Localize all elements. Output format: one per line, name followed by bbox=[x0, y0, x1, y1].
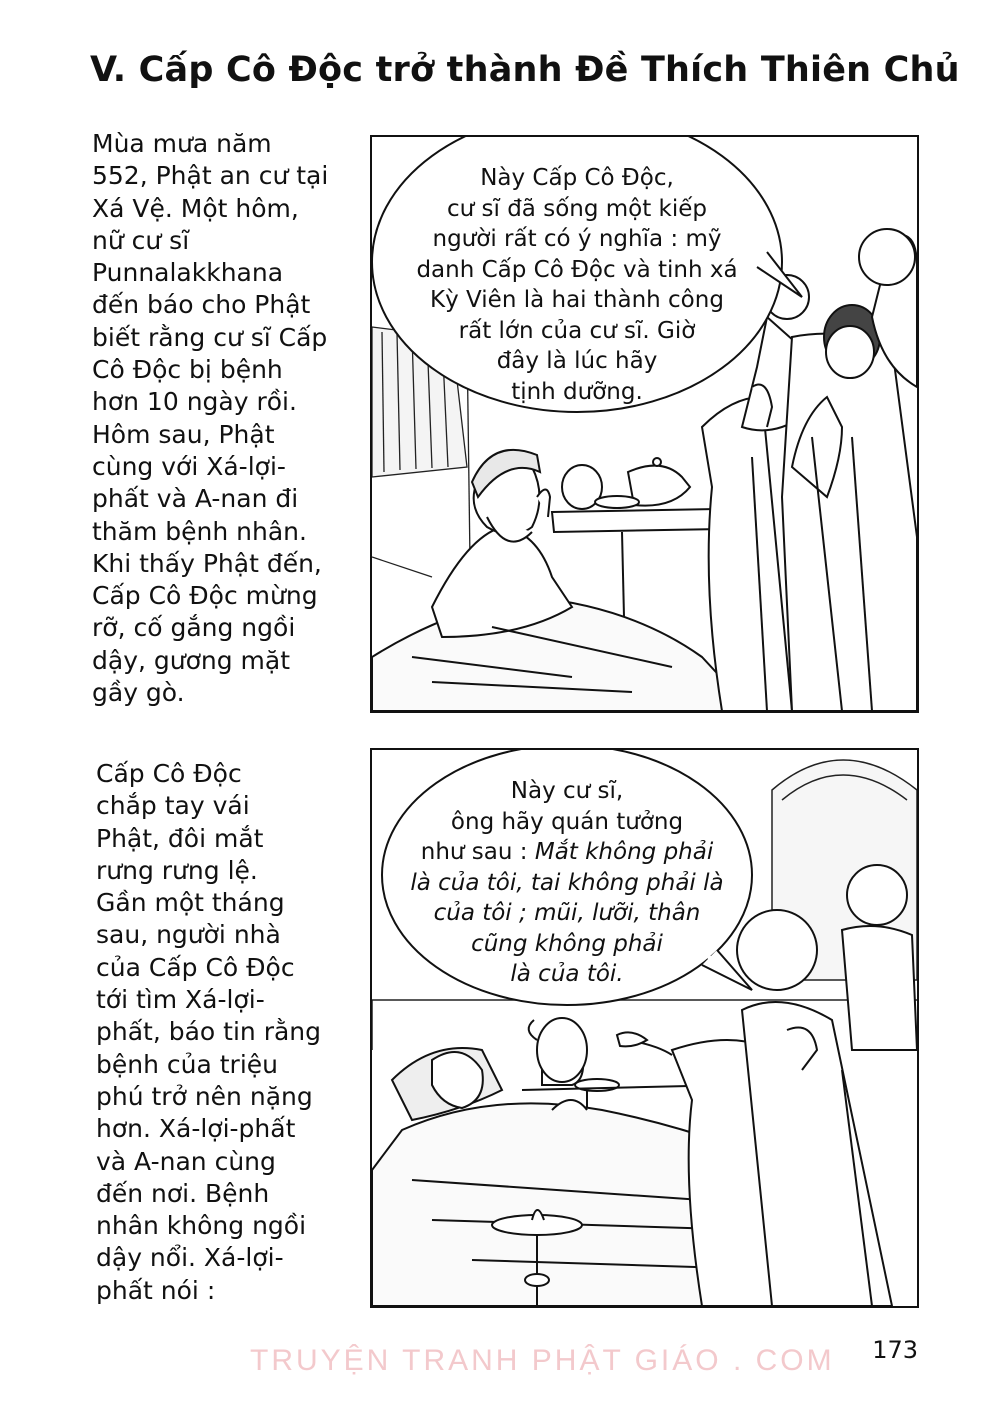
narration-line: dậy nổi. Xá-lợi- bbox=[96, 1243, 284, 1273]
narration-line: nữ cư sĩ bbox=[92, 225, 190, 255]
narration-line: thăm bệnh nhân. bbox=[92, 516, 307, 546]
watermark: TRUYỆN TRANH PHẬT GIÁO . COM bbox=[250, 1344, 835, 1377]
narration-line: tới tìm Xá-lợi- bbox=[96, 985, 265, 1015]
narration-line: Khi thấy Phật đến, bbox=[92, 548, 322, 578]
narration-line: Gần một tháng bbox=[96, 888, 285, 918]
narration-line: phú trở nên nặng bbox=[96, 1081, 313, 1111]
narration-line: gầy gò. bbox=[92, 678, 185, 708]
narration-line: dậy, gương mặt bbox=[92, 645, 291, 675]
comic-panel-1 bbox=[370, 135, 919, 713]
narration-line: bệnh của triệu bbox=[96, 1049, 278, 1079]
narration-line: Cấp Cô Độc mừng bbox=[92, 581, 318, 611]
narration-line: đến báo cho Phật bbox=[92, 290, 311, 320]
narration-line: và A-nan cùng bbox=[96, 1146, 276, 1176]
narration-line: đến nơi. Bệnh bbox=[96, 1178, 270, 1208]
narration-line: nhân không ngồi bbox=[96, 1211, 307, 1241]
comic-panel-2 bbox=[370, 748, 919, 1308]
speech-lead: như sau : bbox=[420, 839, 535, 865]
speech-line: là của tôi. bbox=[510, 961, 624, 987]
narration-line: cùng với Xá-lợi- bbox=[92, 451, 286, 481]
narration-line: Mùa mưa năm bbox=[92, 129, 272, 158]
speech-line: ông hãy quán tưởng bbox=[450, 808, 684, 835]
narration-line: Phật, đôi mắt bbox=[96, 823, 264, 853]
speech-line: danh Cấp Cô Độc và tinh xá bbox=[416, 256, 738, 283]
speech-bubble-2 bbox=[382, 776, 752, 990]
narration-line: Cấp Cô Độc bbox=[96, 759, 242, 788]
narration-line: phất, báo tin rằng bbox=[96, 1017, 322, 1047]
speech-line-mixed bbox=[382, 837, 752, 868]
speech-italic: Mắt không phải bbox=[534, 839, 714, 865]
speech-line: cũng không phải bbox=[471, 930, 663, 957]
narration-line: sau, người nhà bbox=[96, 920, 281, 950]
narration-line: rưng rưng lệ. bbox=[96, 855, 258, 885]
narration-line: hơn. Xá-lợi-phất bbox=[96, 1114, 296, 1144]
narration-line: phất và A-nan đi bbox=[92, 484, 299, 514]
narration-line: Punnalakkhana bbox=[92, 258, 284, 288]
narration-line: phất nói : bbox=[96, 1275, 216, 1305]
speech-line: Này Cấp Cô Độc, bbox=[480, 165, 674, 191]
speech-line: của tôi ; mũi, lưỡi, thân bbox=[433, 900, 701, 926]
speech-line: Kỳ Viên là hai thành công bbox=[430, 287, 724, 313]
narration-line: chắp tay vái bbox=[96, 791, 250, 821]
speech-line: là của tôi, tai không phải là bbox=[410, 869, 724, 896]
speech-line: cư sĩ đã sống một kiếp bbox=[446, 195, 708, 222]
narration-1 bbox=[92, 128, 328, 709]
narration-line: biết rằng cư sĩ Cấp bbox=[92, 322, 328, 352]
narration-line: Xá Vệ. Một hôm, bbox=[92, 193, 299, 223]
narration-line: Cô Độc bị bệnh bbox=[92, 355, 283, 385]
speech-line: Này cư sĩ, bbox=[510, 778, 624, 804]
speech-line: tịnh dưỡng. bbox=[511, 378, 643, 405]
narration-line: hơn 10 ngày rồi. bbox=[92, 387, 297, 417]
narration-line: 552, Phật an cư tại bbox=[92, 161, 329, 191]
page-title: V. Cấp Cô Độc trở thành Đề Thích Thiên Chủ bbox=[90, 50, 960, 90]
page-number: 173 bbox=[872, 1336, 918, 1364]
narration-2 bbox=[96, 758, 321, 1307]
narration-line: rỡ, cố gắng ngồi bbox=[92, 613, 296, 643]
speech-line: rất lớn của cư sĩ. Giờ bbox=[458, 317, 696, 344]
speech-bubble-1 bbox=[372, 163, 782, 407]
speech-line: người rất có ý nghĩa : mỹ bbox=[432, 226, 722, 252]
narration-line: của Cấp Cô Độc bbox=[96, 952, 295, 982]
narration-line: Hôm sau, Phật bbox=[92, 419, 275, 449]
speech-line: đây là lúc hãy bbox=[496, 348, 658, 374]
